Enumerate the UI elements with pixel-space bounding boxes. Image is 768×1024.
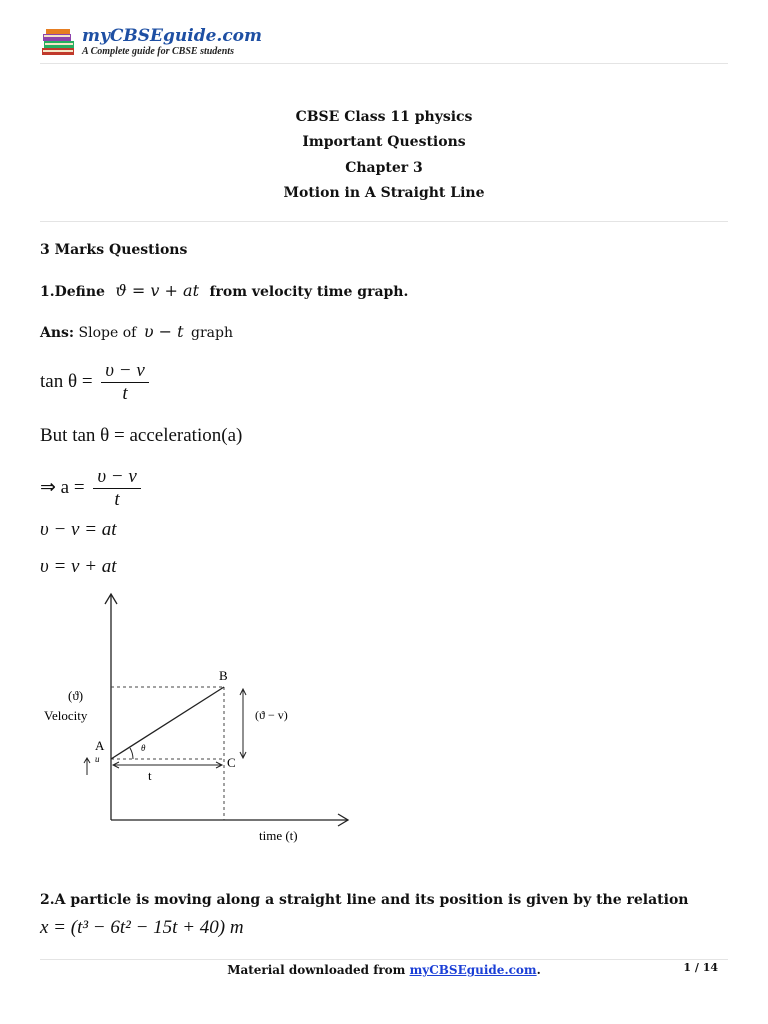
velocity-time-graph [38,590,368,850]
formula-3-numerator: υ − v [93,466,140,489]
point-u-label: u [95,754,100,764]
books-logo-icon [40,26,80,60]
footer [0,963,768,977]
answer-text-before: Slope of [78,325,137,341]
footer-link[interactable]: myCBSEguide.com [409,963,537,977]
title-line-2: Important Questions [302,134,466,150]
answer-formula: υ − t [143,322,184,341]
formula-tan-theta [40,360,149,405]
point-b-label: B [219,668,228,683]
formula-acceleration: But tan θ = acceleration(a) [40,425,243,446]
t-label: t [148,768,152,783]
header-divider [40,63,728,64]
footer-period: . [536,963,541,977]
footer-divider [40,959,728,960]
question-1 [40,281,408,300]
answer-label: Ans: [40,325,75,341]
title-divider [40,221,728,222]
formula-1-lhs: tan θ = [40,370,93,392]
theta-label: θ [141,743,146,753]
point-c-label: C [227,755,236,770]
formula-v-equals: υ = v + at [40,556,117,577]
question-2-formula: x = (t³ − 6t² − 15t + 40) m [40,917,244,938]
x-label: time (t) [259,828,298,843]
logo-name: myCBSEguide.com [82,26,263,46]
answer-1 [40,322,233,341]
theta-arc [130,748,133,759]
title-line-4: Motion in A Straight Line [283,185,485,201]
title-line-3: Chapter 3 [345,160,423,176]
formula-1-fraction [101,360,148,405]
site-logo[interactable] [40,26,263,60]
formula-1-numerator: υ − v [101,360,148,383]
page-number: 1 / 14 [683,961,718,974]
bracket-label: (ϑ − v) [255,708,288,722]
y-label: Velocity [44,708,88,723]
question-1-suffix: from velocity time graph. [209,284,409,300]
formula-3-lhs: ⇒ a = [40,476,85,498]
question-1-formula: ϑ = v + at [115,281,199,300]
question-1-prefix: 1.Define [40,284,105,300]
point-a-label: A [95,738,105,753]
title-line-1: CBSE Class 11 physics [295,109,473,125]
footer-text: Material downloaded from [227,963,410,977]
formula-3-denominator: t [114,489,120,510]
y-label-symbol: (ϑ) [68,688,84,703]
velocity-line [111,687,224,759]
logo-tagline: A Complete guide for CBSE students [82,46,234,57]
formula-a-equals [40,466,141,511]
formula-1-denominator: t [122,383,128,404]
formula-3-fraction [93,466,140,511]
answer-text-after: graph [191,325,233,341]
question-2: 2.A particle is moving along a straight line and its position is given by the relation [40,892,689,908]
formula-v-minus-u: υ − v = at [40,519,117,540]
section-heading: 3 Marks Questions [40,242,188,258]
